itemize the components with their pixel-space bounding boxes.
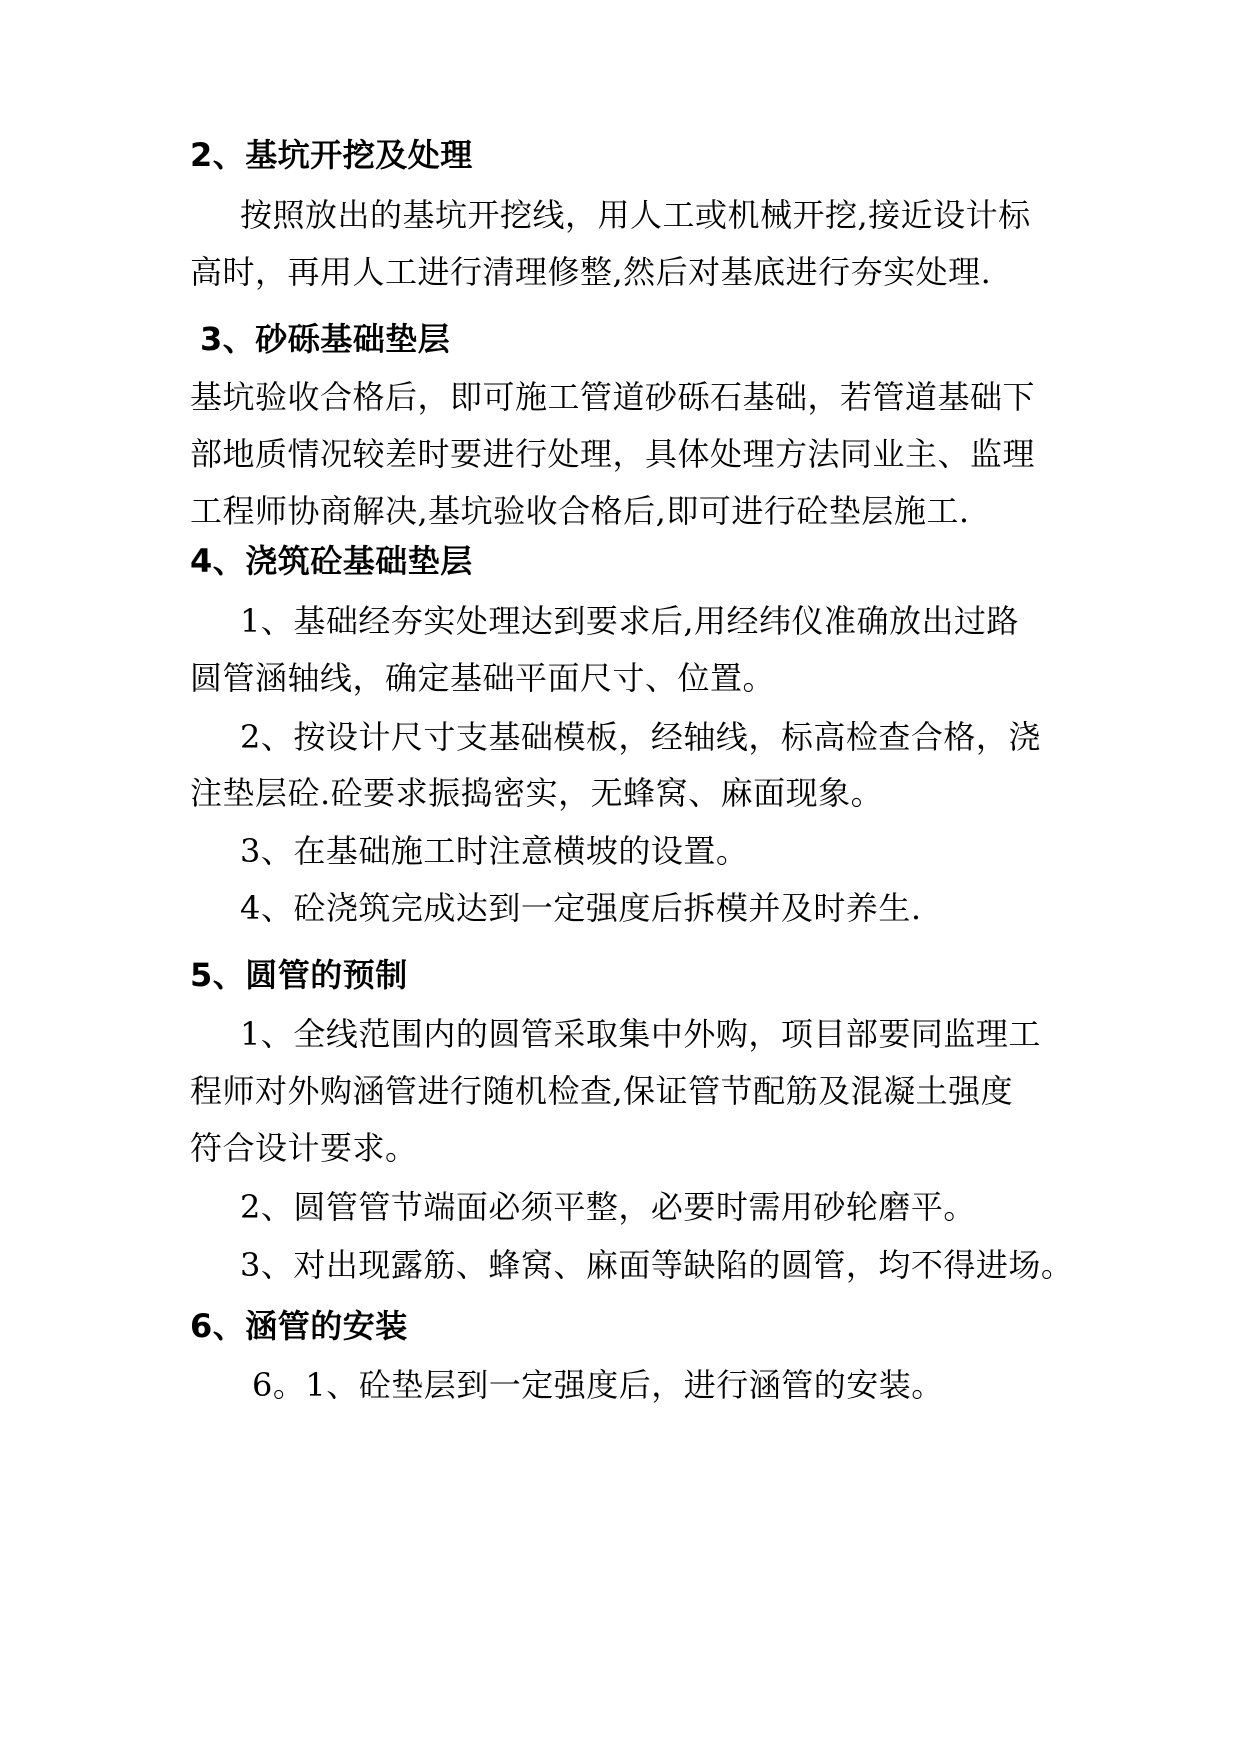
paragraph-line: 符合设计要求。	[190, 1129, 418, 1167]
paragraph-line: 工程师协商解决,基坑验收合格后,即可进行砼垫层施工.	[190, 492, 970, 530]
list-item: 3、在基础施工时注意横坡的设置。	[240, 832, 749, 870]
paragraph-line: 部地质情况较差时要进行处理，具体处理方法同业主、监理	[190, 435, 1036, 473]
section-heading-4: 4、浇筑砼基础垫层	[190, 542, 473, 580]
list-item: 1、全线范围内的圆管采取集中外购，项目部要同监理工	[240, 1015, 1041, 1053]
list-item: 6。1、砼垫层到一定强度后，进行涵管的安装。	[252, 1366, 944, 1404]
paragraph-line: 圆管涵轴线，确定基础平面尺寸、位置。	[190, 659, 776, 697]
paragraph-line: 高时，再用人工进行清理修整,然后对基底进行夯实处理.	[190, 253, 992, 291]
list-item: 2、圆管管节端面必须平整，必要时需用砂轮磨平。	[240, 1188, 976, 1226]
list-item: 2、按设计尺寸支基础模板，经轴线，标高检查合格，浇	[240, 718, 1041, 756]
paragraph-line: 按照放出的基坑开挖线，用人工或机械开挖,接近设计标	[240, 196, 1031, 234]
paragraph-line: 基坑验收合格后，即可施工管道砂砾石基础，若管道基础下	[190, 378, 1036, 416]
section-heading-2: 2、基坑开挖及处理	[190, 136, 473, 174]
section-heading-5: 5、圆管的预制	[190, 956, 408, 994]
list-item: 4、砼浇筑完成达到一定强度后拆模并及时养生.	[240, 889, 922, 927]
list-item: 1、基础经夯实处理达到要求后,用经纬仪准确放出过路	[240, 602, 1020, 640]
section-heading-3: 3、砂砾基础垫层	[200, 320, 451, 358]
list-item: 3、对出现露筋、蜂窝、麻面等缺陷的圆管，均不得进场。	[240, 1246, 1074, 1284]
paragraph-line: 程师对外购涵管进行随机检查,保证管节配筋及混凝土强度	[190, 1072, 1014, 1110]
section-heading-6: 6、涵管的安装	[190, 1307, 408, 1345]
paragraph-line: 注垫层砼.砼要求振捣密实，无蜂窝、麻面现象。	[190, 774, 884, 812]
